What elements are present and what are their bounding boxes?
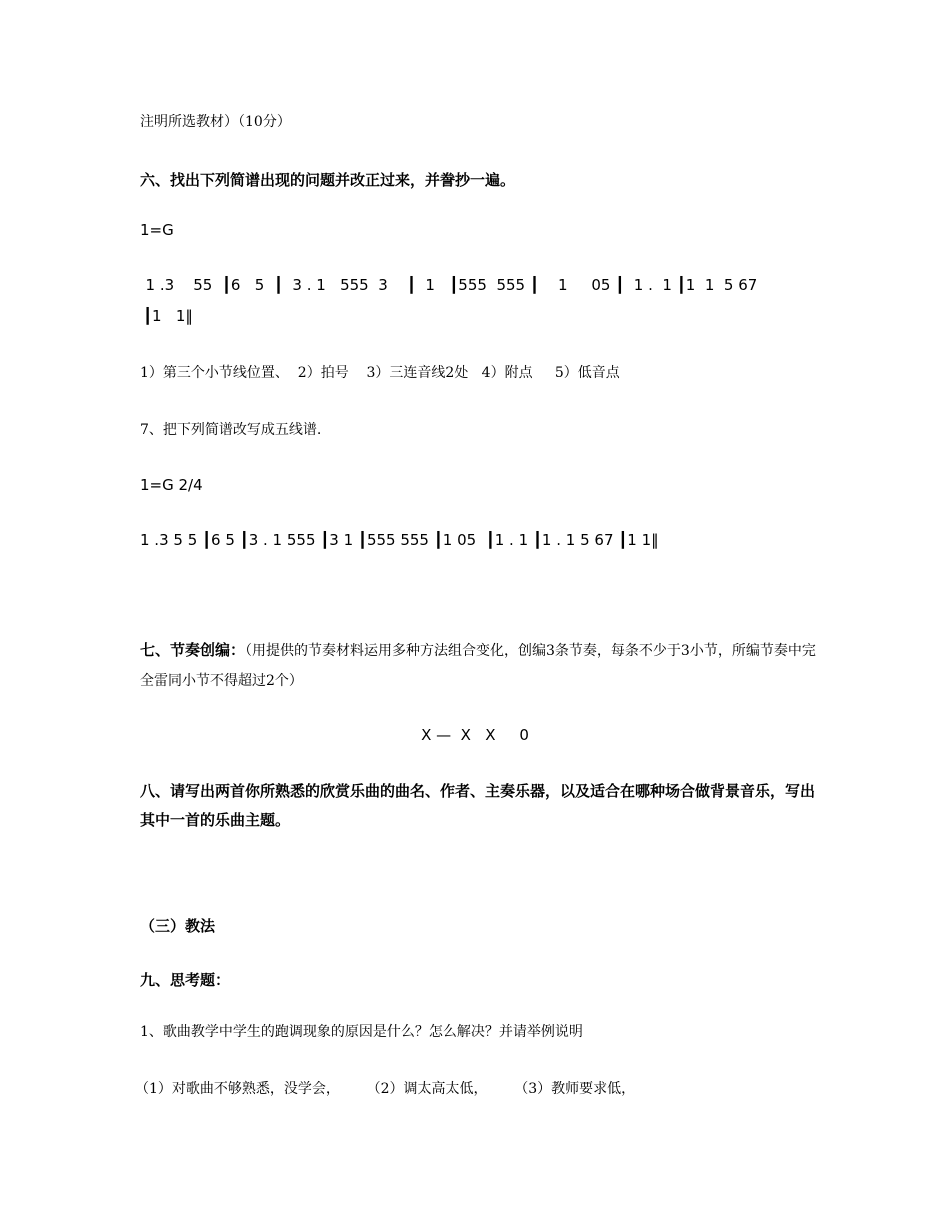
key-and-time-signature: 1=G 2/4 <box>140 476 203 494</box>
answer-reasons-list: （1）对歌曲不够熟悉，没学会， （2）调太高太低， （3）教师要求低， <box>135 1081 636 1097</box>
notation-line-2: 1 .3 5 5 ┃6 5 ┃3 . 1 555 ┃3 1 ┃555 555 ┃1 05 ┃1 . 1 ┃1 . 1 5 67 ┃1 1‖ <box>140 531 659 549</box>
answer-problems-list: 1）第三个小节线位置、 2）拍号 3）三连音线2处 4）附点 5）低音点 <box>140 365 620 381</box>
rhythm-material: X — X X 0 <box>421 726 529 744</box>
question-seven-instruction: 7、把下列简谱改写成五线谱. <box>140 422 322 438</box>
rhythm-instruction: （用提供的节奏材料运用多种方法组合变化，创编3条节奏，每条不少于3小节，所编节奏中完全雷同小节不得超过2个） <box>140 643 816 689</box>
rhythm-heading: 七、节奏创编： <box>140 641 246 659</box>
question-nine-heading: 九、思考题： <box>140 971 231 989</box>
question-six-heading: 六、找出下列简谱出现的问题并改正过来，并誊抄一遍。 <box>140 171 516 189</box>
notation-line-1-cont: ┃1 1‖ <box>143 307 193 325</box>
thinking-question-1: 1、歌曲教学中学生的跑调现象的原因是什么？怎么解决？并请举例说明 <box>140 1024 583 1040</box>
notation-line-1: 1 .3 55 ┃6 5 ┃ 3 . 1 555 3 ┃ 1 ┃555 555 ┃ 1 05 ┃ 1 . 1 ┃1 1 5 67 <box>136 276 758 294</box>
question-rhythm-creation <box>140 636 820 696</box>
key-signature-g: 1=G <box>140 221 174 239</box>
text-line-textbook-note: 注明所选教材）（10分） <box>140 114 291 130</box>
section-three-teaching: （三）教法 <box>140 917 216 935</box>
question-eight: 八、请写出两首你所熟悉的欣赏乐曲的曲名、作者、主奏乐器，以及适合在哪种场合做背景音乐，写出其中一首的乐曲主题。 <box>140 782 816 829</box>
